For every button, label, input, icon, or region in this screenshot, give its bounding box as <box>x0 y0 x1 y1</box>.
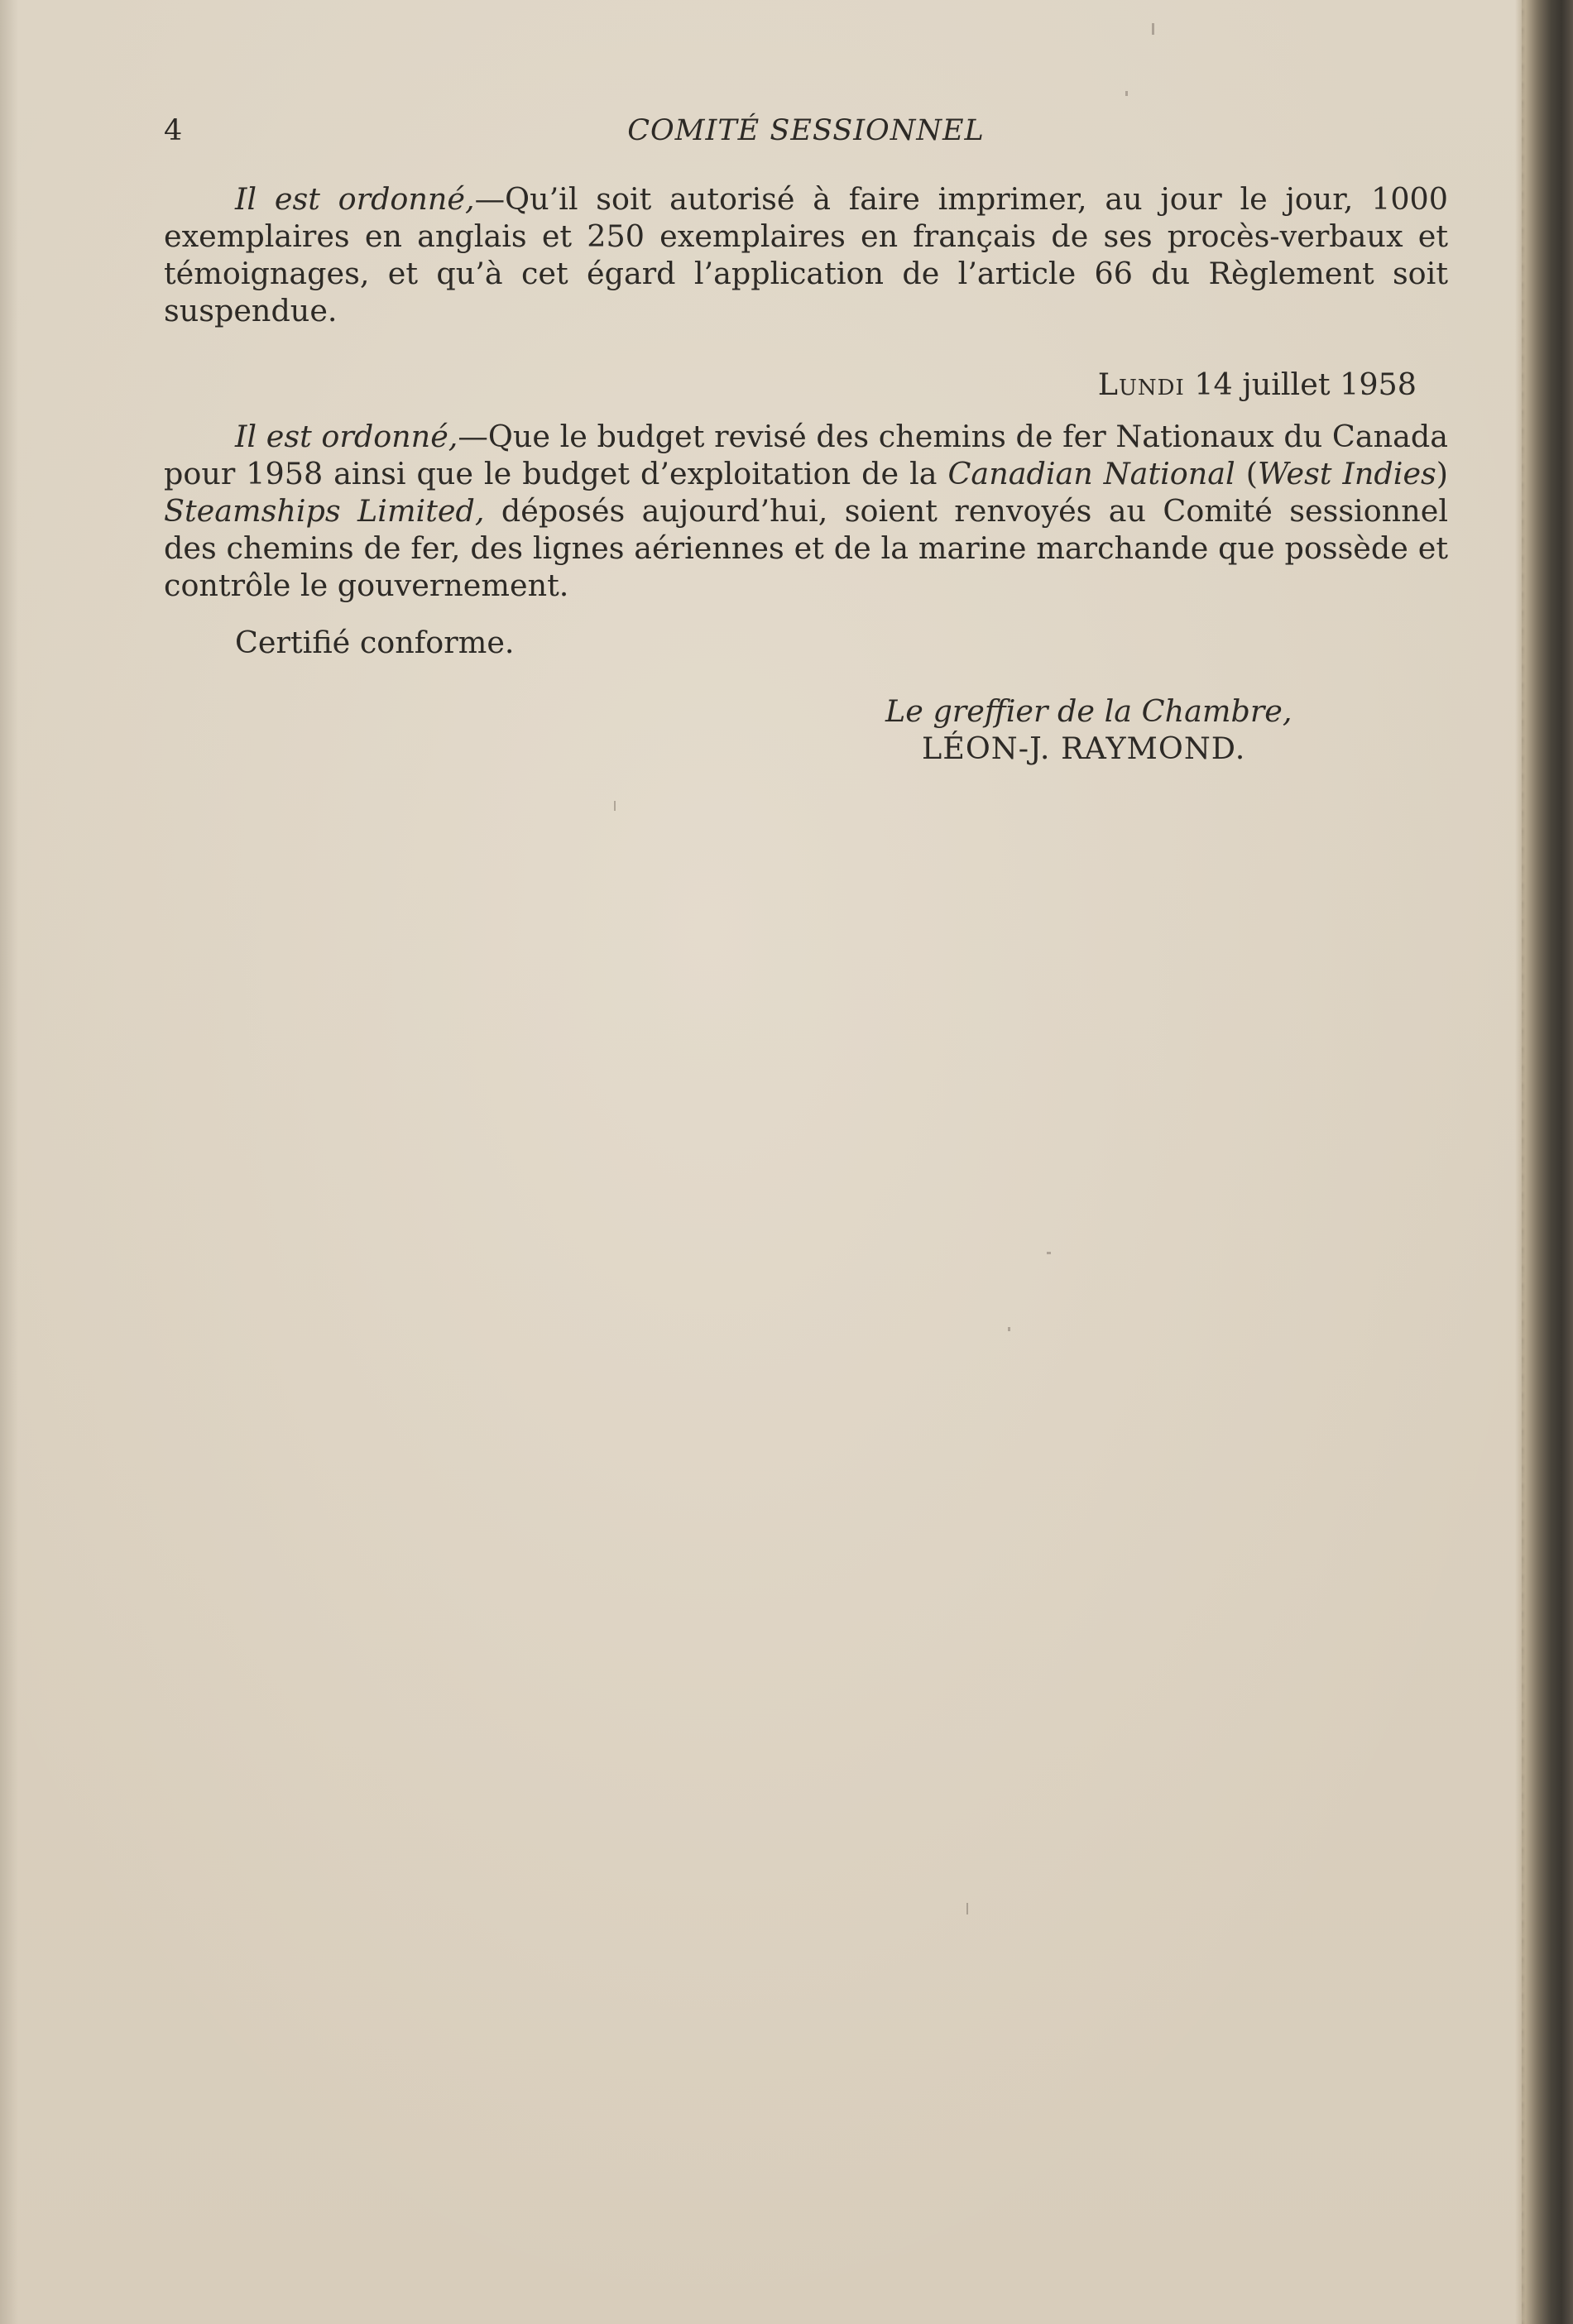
signature-name: LÉON-J. RAYMOND. <box>922 731 1246 766</box>
paper-speck <box>1125 91 1128 96</box>
signature-block <box>885 692 1448 767</box>
company-name-italic: Canadian National <box>947 456 1235 491</box>
order-text: —Qu’il soit autorisé à faire imprimer, au jour le jour, 1000 exemplaires en anglais et 250 exemplaires en français de ses procès-verbaux et témoignages, et qu’à cet égard l’application de l’article 66 du Règlement soit suspendue. <box>164 181 1448 328</box>
signature-title: Le greffier de la Chambre, <box>885 693 1292 729</box>
page-number: 4 <box>164 114 183 147</box>
book-spine <box>1515 0 1573 2324</box>
page-header <box>164 114 1448 156</box>
page-left-shadow <box>0 0 18 2324</box>
paper-speck <box>1152 23 1154 35</box>
paper-speck <box>1008 1327 1010 1331</box>
order-text-part-b: déposés aujourd’hui, soient renvoyés au Comité sessionnel des chemins de fer, des lignes aériennes et de la marine marchande que possède et contrôle le gouvernement. <box>164 493 1448 603</box>
company-name-italic-3: Steamships Limited, <box>164 493 485 529</box>
paren-open: ( <box>1235 456 1258 491</box>
date-rest: 14 juillet 1958 <box>1184 367 1417 402</box>
order-lead: Il est ordonné, <box>235 419 458 454</box>
order-paragraph-printing <box>164 180 1448 329</box>
running-head: COMITÉ SESSIONNEL <box>627 114 985 147</box>
company-name-italic-2: West Indies <box>1257 456 1436 491</box>
session-date <box>164 366 1417 403</box>
paren-close: ) <box>1436 456 1449 491</box>
order-paragraph-budget <box>164 418 1448 604</box>
order-text-part-a: —Que le budget revisé des chemins de fer Nationaux du Canada pour 1958 ainsi que le budget d’exploitation de la <box>164 419 1449 491</box>
certification-line: Certifié conforme. <box>235 625 515 660</box>
document-body <box>164 180 1448 767</box>
order-lead: Il est ordonné, <box>235 181 475 217</box>
paper-speck <box>614 801 616 811</box>
date-weekday: Lundi <box>1097 367 1185 402</box>
paper-speck <box>966 1903 968 1914</box>
paper-speck <box>1047 1252 1051 1254</box>
